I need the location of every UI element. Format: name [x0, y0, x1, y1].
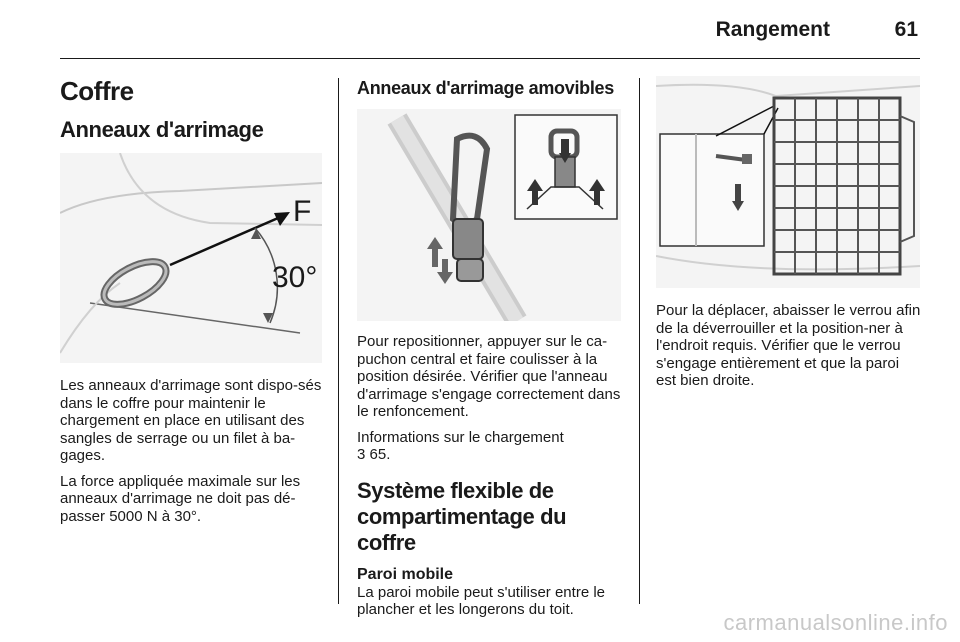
column-divider-2 — [639, 78, 640, 604]
column-3 — [656, 70, 922, 390]
watermark: carmanualsonline.info — [723, 610, 948, 635]
page-reference-link[interactable]: 3 65. — [357, 446, 391, 463]
subsection-heading: Paroi mobile — [357, 565, 454, 583]
tie-down-ring-figure — [60, 153, 322, 363]
removable-ring-figure — [357, 109, 621, 321]
column-2 — [357, 70, 625, 619]
force-label: F — [293, 195, 312, 228]
header-title: Rangement — [715, 18, 830, 41]
page-header — [60, 14, 920, 60]
section-heading: Anneaux d'arrimage amovibles — [357, 78, 614, 98]
tie-down-ring-illustration — [60, 153, 322, 363]
paragraph: Les anneaux d'arrimage sont dispo-sés dans le coffre pour maintenir le chargement en place en utilisant des sangles de serrage ou un filet à ba-gages. — [60, 377, 322, 464]
column-1 — [60, 70, 324, 525]
paragraph: La paroi mobile peut s'utiliser entre le plancher et les longerons du toit. — [357, 583, 605, 618]
load-info-text: Informations sur le chargement — [357, 428, 564, 446]
paragraph: Pour repositionner, appuyer sur le ca-puchon central et faire coulisser à la position désirée. Vérifier que l'anneau d'arrimage s'engage correctement dans le renfoncement. — [357, 333, 621, 420]
subsection-heading: Anneaux d'arrimage — [60, 117, 264, 142]
section-heading: Coffre — [60, 76, 134, 106]
cargo-net-figure — [656, 76, 920, 288]
paragraph: Pour la déplacer, abaisser le verrou afin de la déverrouiller et la position-ner à l'endroit requis. Vérifier que le verrou s'engage entièrement et que la paroi est bien droite. — [656, 302, 921, 389]
section-heading: Système flexible de compartimentage du coffre — [357, 477, 567, 555]
removable-ring-illustration — [357, 109, 621, 321]
paragraph: La force appliquée maximale sur les anneaux d'arrimage ne doit pas dé-passer 5000 N à 30°. — [60, 472, 301, 525]
angle-label: 30° — [272, 261, 318, 294]
load-info-reference — [357, 429, 625, 464]
page-number: 61 — [894, 18, 918, 41]
column-divider-1 — [338, 78, 339, 604]
header-rule — [60, 58, 920, 59]
cargo-net-illustration — [656, 76, 920, 288]
